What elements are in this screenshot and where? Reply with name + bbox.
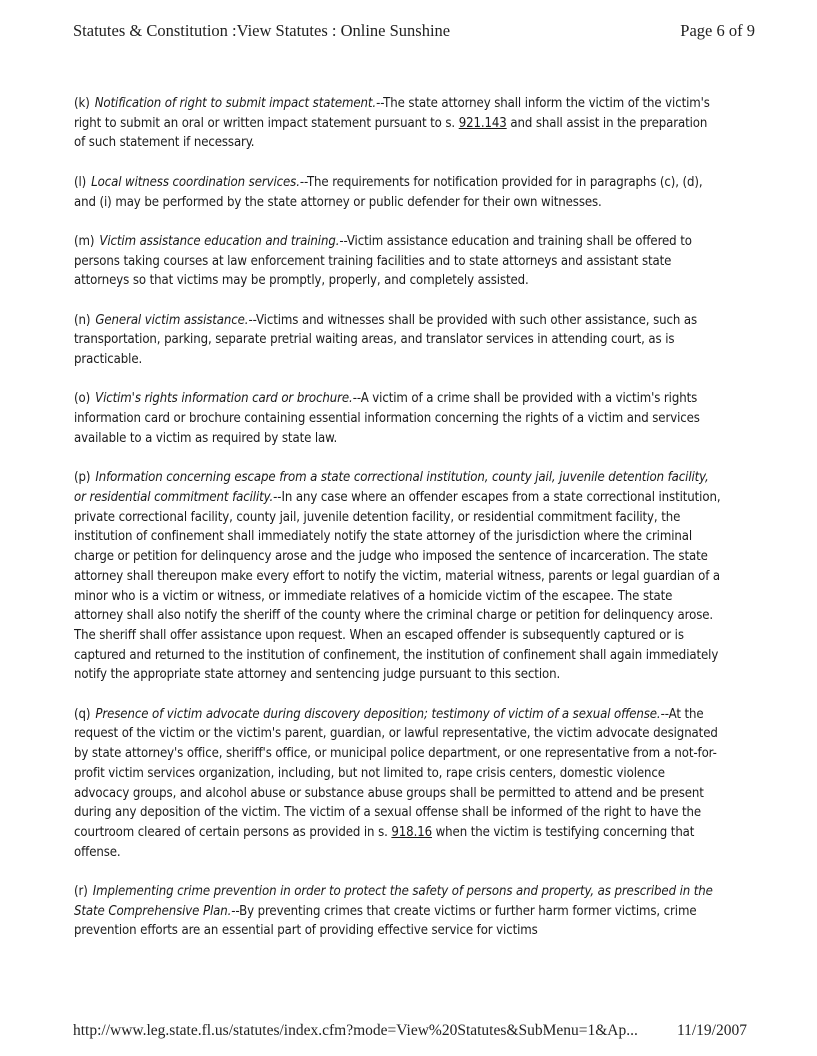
paragraph-title: Implementing crime prevention in order to protect the safety of persons and property, as prescribed in the State Comprehensive Plan. (74, 884, 713, 919)
print-header-title: Statutes & Constitution :View Statutes : Online Sunshine (73, 21, 451, 40)
paragraph-p (74, 468, 722, 685)
paragraph-label: (m) (74, 233, 95, 249)
print-footer-url: http://www.leg.state.fl.us/statutes/index.cfm?mode=View%20Statutes&SubMenu=1&Ap... (73, 1022, 638, 1039)
paragraph-q (74, 705, 722, 863)
statute-content (74, 94, 722, 961)
paragraph-label: (n) (74, 312, 91, 328)
paragraph-k (74, 94, 722, 153)
paragraph-title: Notification of right to submit impact statement. (94, 96, 377, 111)
paragraph-body: --A victim of a crime shall be provided with a victim's rights information card or brochure containing essential information concerning the rights of a victim and services available to a victim as required by state law. (74, 391, 700, 446)
paragraph-title: Victim assistance education and training. (99, 233, 340, 249)
statute-link-918-16[interactable]: 918.16 (391, 824, 432, 840)
paragraph-label: (l) (74, 174, 87, 190)
paragraph-body-cont: and shall assist in the preparation of such statement if necessary. (74, 115, 708, 151)
paragraph-title: Local witness coordination services. (91, 174, 300, 190)
paragraph-body: --The state attorney shall inform the victim of the victim's right to submit an oral or written impact statement pursuant to s. (74, 96, 710, 131)
paragraph-o (74, 389, 722, 448)
paragraph-title: Presence of victim advocate during discovery deposition; testimony of victim of a sexual offense. (95, 706, 661, 722)
paragraph-label: (q) (74, 706, 91, 722)
paragraph-body: --By preventing crimes that create victims or further harm former victims, crime prevention efforts are an essential part of providing effective service for victims (74, 903, 697, 939)
paragraph-title: Victim's rights information card or brochure. (95, 391, 353, 407)
paragraph-body: --At the request of the victim or the victim's parent, guardian, or lawful representative, the victim advocate designated by state attorney's office, sheriff's office, or municipal police department, or one representative from a not-for-profit victim services organization, including, but not limited to, rape crisis centers, domestic violence advocacy groups, and alcohol abuse or substance abuse groups shall be permitted to attend and be present during any deposition of the victim. The victim of a sexual offense shall be informed of the right to have the courtroom cleared of certain persons as provided in s. (74, 706, 718, 840)
paragraph-body: --The requirements for notification provided for in paragraphs (c), (d), and (i) may be performed by the state attorney or public defender for their own witnesses. (74, 174, 703, 210)
paragraph-l (74, 173, 722, 212)
paragraph-body: --In any case where an offender escapes from a state correctional institution, private correctional facility, county jail, juvenile detention facility, or residential commitment facility, the institution of confinement shall immediately notify the state attorney of the jurisdiction where the criminal charge or petition for delinquency arose and the judge who imposed the sentence of incarceration. The state attorney shall thereupon make every effort to notify the victim, material witness, parents or legal guardian of a minor who is a victim or witness, or immediate relatives of a homicide victim of the escapee. The state attorney shall also notify the sheriff of the county where the criminal charge or petition for delinquency arose. The sheriff shall offer assistance upon request. When an escaped offender is subsequently captured or is captured and returned to the institution of confinement, the institution of confinement shall again immediately notify the appropriate state attorney and sentencing judge pursuant to this section. (74, 489, 721, 683)
paragraph-body: --Victim assistance education and training shall be offered to persons taking courses at law enforcement training facilities and to state attorneys and assistant state attorneys so that victims may be promptly, properly, and completely assisted. (74, 233, 692, 289)
paragraph-r (74, 882, 722, 941)
paragraph-title: Information concerning escape from a state correctional institution, county jail, juvenile detention facility, or residential commitment facility. (74, 470, 709, 505)
paragraph-label: (r) (74, 884, 88, 900)
paragraph-m (74, 232, 722, 291)
paragraph-title: General victim assistance. (95, 312, 249, 328)
statute-link-921-143[interactable]: 921.143 (458, 115, 507, 131)
paragraph-body: --Victims and witnesses shall be provided with such other assistance, such as transportation, parking, separate pretrial waiting areas, and translator services in attending court, as is practicable. (74, 312, 698, 368)
print-footer-date: 11/19/2007 (676, 1022, 747, 1039)
page-number: Page 6 of 9 (680, 21, 755, 40)
paragraph-n (74, 311, 722, 370)
paragraph-label: (o) (74, 391, 91, 407)
paragraph-label: (p) (74, 470, 91, 486)
paragraph-body-cont: when the victim is testifying concerning that offense. (74, 824, 695, 860)
paragraph-label: (k) (74, 96, 90, 111)
